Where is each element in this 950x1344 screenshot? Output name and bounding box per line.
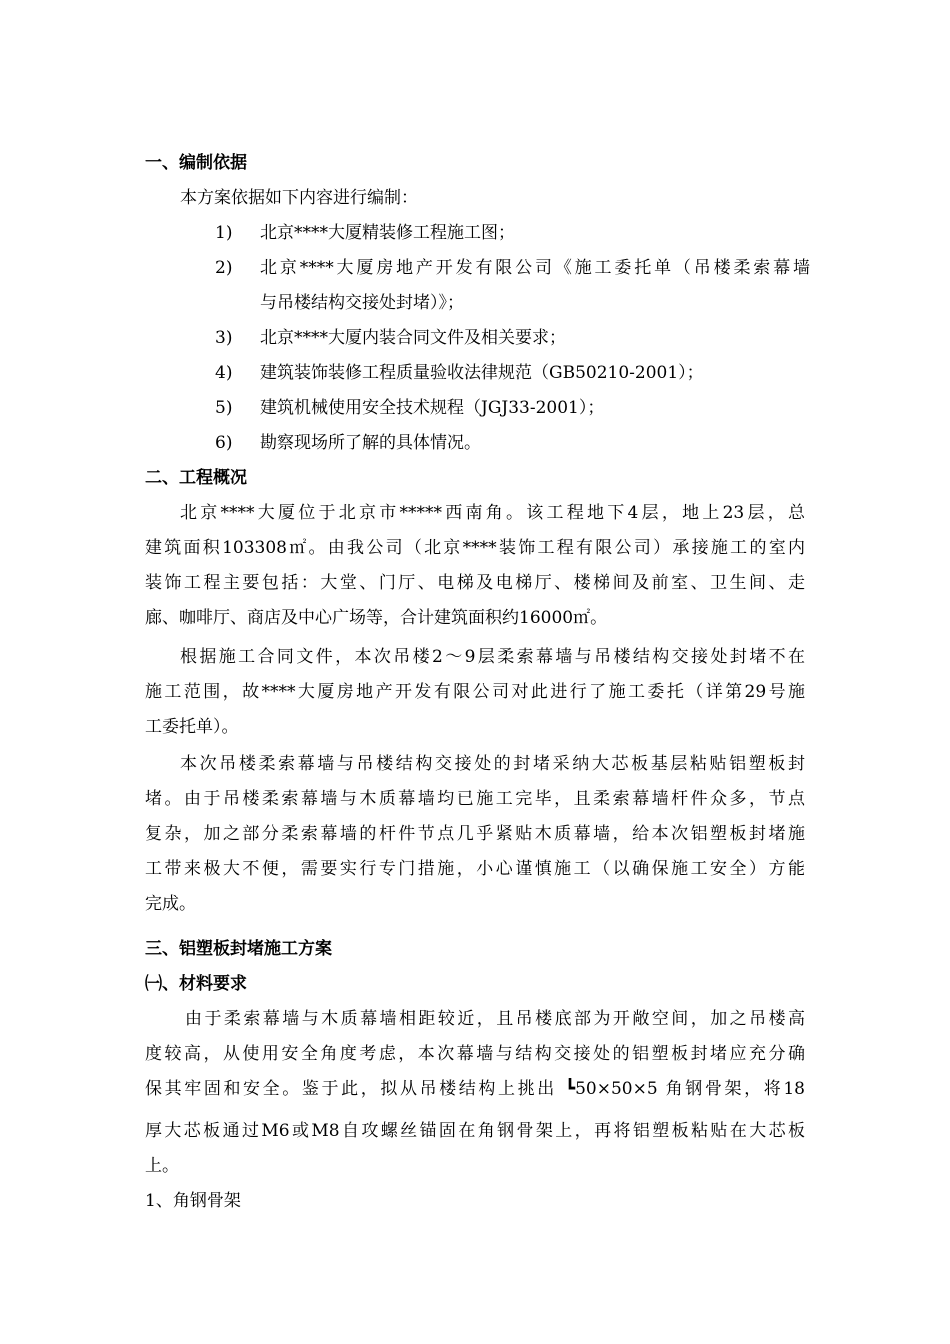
list-item-6-number: 6) [215,433,233,453]
section3-p1-line5: 上。 [145,1156,179,1176]
section2-p2-line2: 施工范围，故****大厦房地产开发有限公司对此进行了施工委托（详第29号施 [145,682,805,702]
section3-p1-line1: 由于柔索幕墙与木质幕墙相距较近，且吊楼底部为开敞空间，加之吊楼高 [185,1009,805,1029]
section2-p3-line1: 本次吊楼柔索幕墙与吊楼结构交接处的封堵采纳大芯板基层粘贴铝塑板封 [180,754,805,774]
section2-p1-line4: 廊、咖啡厅、商店及中心广场等，合计建筑面积约16000㎡。 [145,608,608,628]
list-item-4-number: 4) [215,363,233,383]
list-item-6-text: 勘察现场所了解的具体情况。 [260,433,481,453]
list-item-1-number: 1) [215,223,233,243]
section3-p1-line3: 保其牢固和安全。鉴于此，拟从吊楼结构上挑出 ┗50×50×5 角钢骨架，将18 [145,1079,805,1099]
list-item-4-text: 建筑装饰装修工程质量验收法律规范（GB50210-2001）； [260,363,704,383]
section2-p3-line5: 完成。 [145,894,196,914]
section-heading-3: 三、铝塑板封堵施工方案 [145,939,332,959]
section3-item-1: 1、角钢骨架 [145,1191,241,1211]
list-item-3-text: 北京****大厦内装合同文件及相关要求； [260,328,566,348]
section2-p2-line3: 工委托单）。 [145,717,239,737]
list-item-5-text: 建筑机械使用安全技术规程（JGJ33-2001）； [260,398,605,418]
list-item-2-text-line1: 北京****大厦房地产开发有限公司《施工委托单（吊楼柔索幕墙 [260,258,810,278]
subsection-heading-materials: ㈠、材料要求 [145,974,247,994]
section2-p3-line4: 工带来极大不便，需要实行专门措施，小心谨慎施工（以确保施工安全）方能 [145,859,805,879]
section2-p1-line1: 北京****大厦位于北京市*****西南角。该工程地下4层，地上23层，总 [180,503,805,523]
section2-p1-line2: 建筑面积103308㎡。由我公司（北京****装饰工程有限公司）承接施工的室内 [145,538,805,558]
list-item-1-text: 北京****大厦精装修工程施工图； [260,223,515,243]
section2-p3-line3: 复杂，加之部分柔索幕墙的杆件节点几乎紧贴木质幕墙，给本次铝塑板封堵施 [145,824,805,844]
section1-intro: 本方案依据如下内容进行编制： [180,188,418,208]
list-item-2-text-line2: 与吊楼结构交接处封堵）》； [260,293,464,313]
section2-p2-line1: 根据施工合同文件，本次吊楼2～9层柔索幕墙与吊楼结构交接处封堵不在 [180,647,805,667]
section-heading-2: 二、工程概况 [145,468,247,488]
section2-p3-line2: 堵。由于吊楼柔索幕墙与木质幕墙均已施工完毕，且柔索幕墙杆件众多，节点 [145,789,805,809]
list-item-2-number: 2) [215,258,233,278]
list-item-3-number: 3) [215,328,233,348]
section3-p1-line4: 厚大芯板通过M6或M8自攻螺丝锚固在角钢骨架上，再将铝塑板粘贴在大芯板 [145,1121,805,1141]
section-heading-1: 一、编制依据 [145,153,247,173]
section2-p1-line3: 装饰工程主要包括：大堂、门厅、电梯及电梯厅、楼梯间及前室、卫生间、走 [145,573,805,593]
list-item-5-number: 5) [215,398,233,418]
section3-p1-line2: 度较高，从使用安全角度考虑，本次幕墙与结构交接处的铝塑板封堵应充分确 [145,1044,805,1064]
